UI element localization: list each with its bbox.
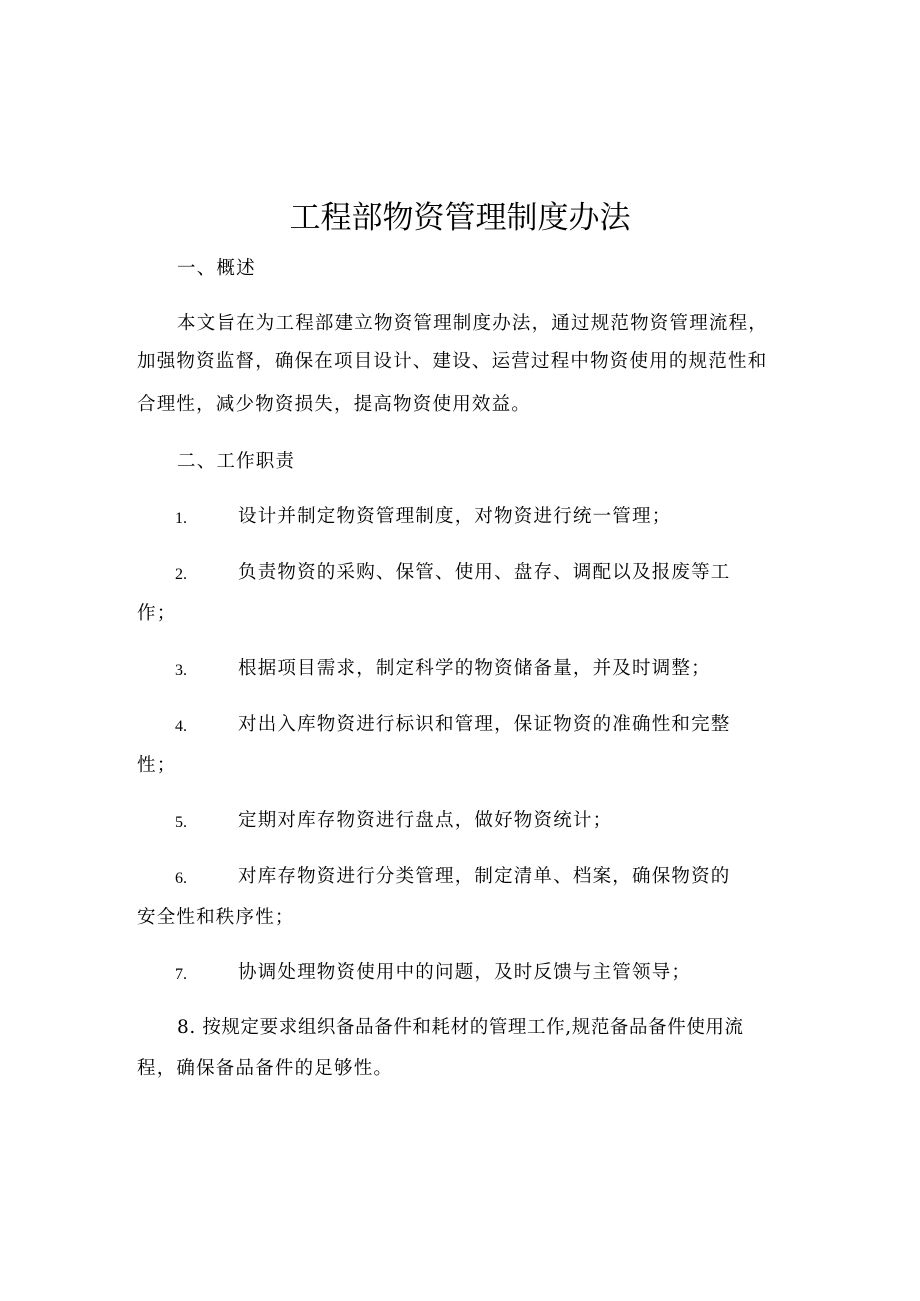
list-item-text: 对出入库物资进行标识和管理，保证物资的准确性和完整 xyxy=(238,714,731,735)
list-item-text: 安全性和秩序性； xyxy=(137,907,295,928)
document-title: 工程部物资管理制度办法 xyxy=(289,200,631,236)
list-item-text: 性； xyxy=(137,755,177,776)
list-item-text: 作； xyxy=(137,603,177,624)
section-heading-duties: 二、工作职责 xyxy=(177,451,296,472)
list-item-text: 程，确保备品备件的足够性。 xyxy=(137,1058,394,1079)
list-item-text: 根据项目需求，制定科学的物资储备量，并及时调整； xyxy=(238,658,711,679)
paragraph-line: 加强物资监督，确保在项目设计、建设、运营过程中物资使用的规范性和 xyxy=(137,351,768,372)
list-item-number: 5. xyxy=(175,814,187,831)
list-item-number: 2. xyxy=(175,566,187,583)
paragraph-line: 本文旨在为工程部建立物资管理制度办法，通过规范物资管理流程， xyxy=(177,313,769,334)
list-item-number: 6. xyxy=(175,870,187,887)
list-item-number: 7. xyxy=(175,966,187,983)
list-item-text: 负责物资的采购、保管、使用、盘存、调配以及报废等工 xyxy=(238,562,731,583)
list-item-number: 3. xyxy=(175,662,187,679)
list-item-text: 定期对库存物资进行盘点，做好物资统计； xyxy=(238,810,613,831)
list-item-number: 1. xyxy=(175,510,187,527)
list-item-text: 8. 按规定要求组织备品备件和耗材的管理工作,规范备品备件使用流 xyxy=(177,1017,744,1038)
section-heading-overview: 一、概述 xyxy=(177,258,256,279)
list-item-text: 协调处理物资使用中的问题，及时反馈与主管领导； xyxy=(238,962,692,983)
paragraph-line: 合理性，减少物资损失，提高物资使用效益。 xyxy=(137,394,532,415)
list-item-number: 4. xyxy=(175,718,187,735)
list-item-text: 对库存物资进行分类管理，制定清单、档案，确保物资的 xyxy=(238,866,731,887)
list-item-text: 设计并制定物资管理制度，对物资进行统一管理； xyxy=(238,506,672,527)
